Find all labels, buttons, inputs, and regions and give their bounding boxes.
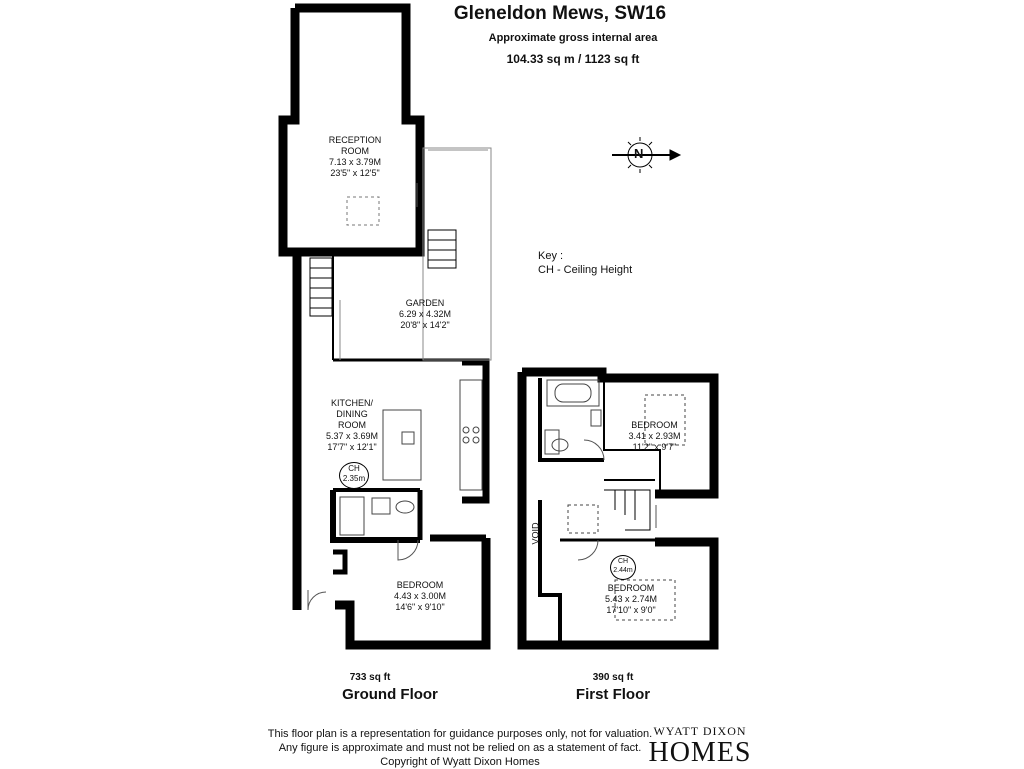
ground-doors xyxy=(308,183,418,610)
room-name-2: DINING xyxy=(336,409,368,419)
ceiling-label: CH xyxy=(617,558,629,565)
room-imperial: 11'2" x 9'7" xyxy=(632,442,677,452)
garden-label xyxy=(380,298,470,331)
room-metric: 4.43 x 3.00M xyxy=(393,591,447,601)
room-metric: 7.13 x 3.79M xyxy=(328,157,382,167)
room-metric: 5.43 x 2.74M xyxy=(604,594,658,604)
gross-area: 104.33 sq m / 1123 sq ft xyxy=(506,52,640,66)
first-bedroom-2-label xyxy=(586,583,676,616)
room-name-2: ROOM xyxy=(341,146,369,156)
room-name: BEDROOM xyxy=(607,583,655,593)
room-imperial: 14'6" x 9'10" xyxy=(395,602,445,612)
reception-skylight xyxy=(347,197,379,225)
first-floor-label: First Floor xyxy=(575,686,651,703)
ceiling-value: 2.44m xyxy=(613,567,633,574)
disclaimer-line-2: Any figure is approximate and must not be relied on as a statement of fact. xyxy=(278,742,642,754)
disclaimer xyxy=(240,727,680,769)
key-heading: Key : xyxy=(538,250,564,262)
compass-north-label: N xyxy=(634,146,644,161)
room-name: GARDEN xyxy=(405,298,445,308)
brand-logo: HOMES xyxy=(648,737,752,768)
first-ceiling-height-badge xyxy=(610,555,636,580)
ground-floor-label: Ground Floor xyxy=(342,686,438,703)
room-name: RECEPTION xyxy=(328,135,382,145)
ceiling-label: CH xyxy=(348,464,360,473)
ground-bathroom-fittings xyxy=(340,497,414,535)
first-bedroom-1-label xyxy=(612,420,697,453)
room-name-3: ROOM xyxy=(338,420,366,430)
compass-icon xyxy=(612,137,680,173)
room-name: BEDROOM xyxy=(631,420,678,430)
reception-room-label xyxy=(310,135,400,179)
plan-subtitle: Approximate gross internal area xyxy=(488,32,658,44)
disclaimer-line-3: Copyright of Wyatt Dixon Homes xyxy=(380,756,540,768)
kitchen-fittings xyxy=(383,380,482,490)
room-metric: 5.37 x 3.69M xyxy=(325,431,379,441)
room-name: BEDROOM xyxy=(396,580,444,590)
kitchen-dining-label xyxy=(318,398,386,453)
plan-title: Gleneldon Mews, SW16 xyxy=(453,3,667,24)
room-imperial: 17'10" x 9'0" xyxy=(606,605,656,615)
room-metric: 3.41 x 2.93M xyxy=(628,431,681,441)
disclaimer-line-1: This floor plan is a representation for guidance purposes only, not for valuation. xyxy=(267,728,653,740)
ceiling-value: 2.35m xyxy=(342,474,366,483)
room-metric: 6.29 x 4.32M xyxy=(398,309,452,319)
room-imperial: 23'5" x 12'5" xyxy=(330,168,380,178)
ground-ceiling-height-badge xyxy=(339,462,369,489)
first-floor-stairs xyxy=(604,490,650,530)
room-imperial: 17'7" x 12'1" xyxy=(327,442,377,452)
void-label: VOID xyxy=(530,522,541,545)
ground-bedroom-label xyxy=(380,580,460,613)
brand-logo-top: WYATT DIXON xyxy=(653,724,747,738)
first-floor-sqft: 390 sq ft xyxy=(592,672,634,683)
key-entry: CH - Ceiling Height xyxy=(538,264,633,276)
ground-floor-sqft: 733 sq ft xyxy=(349,672,391,683)
room-imperial: 20'8" x 14'2" xyxy=(400,320,450,330)
room-name: KITCHEN/ xyxy=(330,398,373,408)
